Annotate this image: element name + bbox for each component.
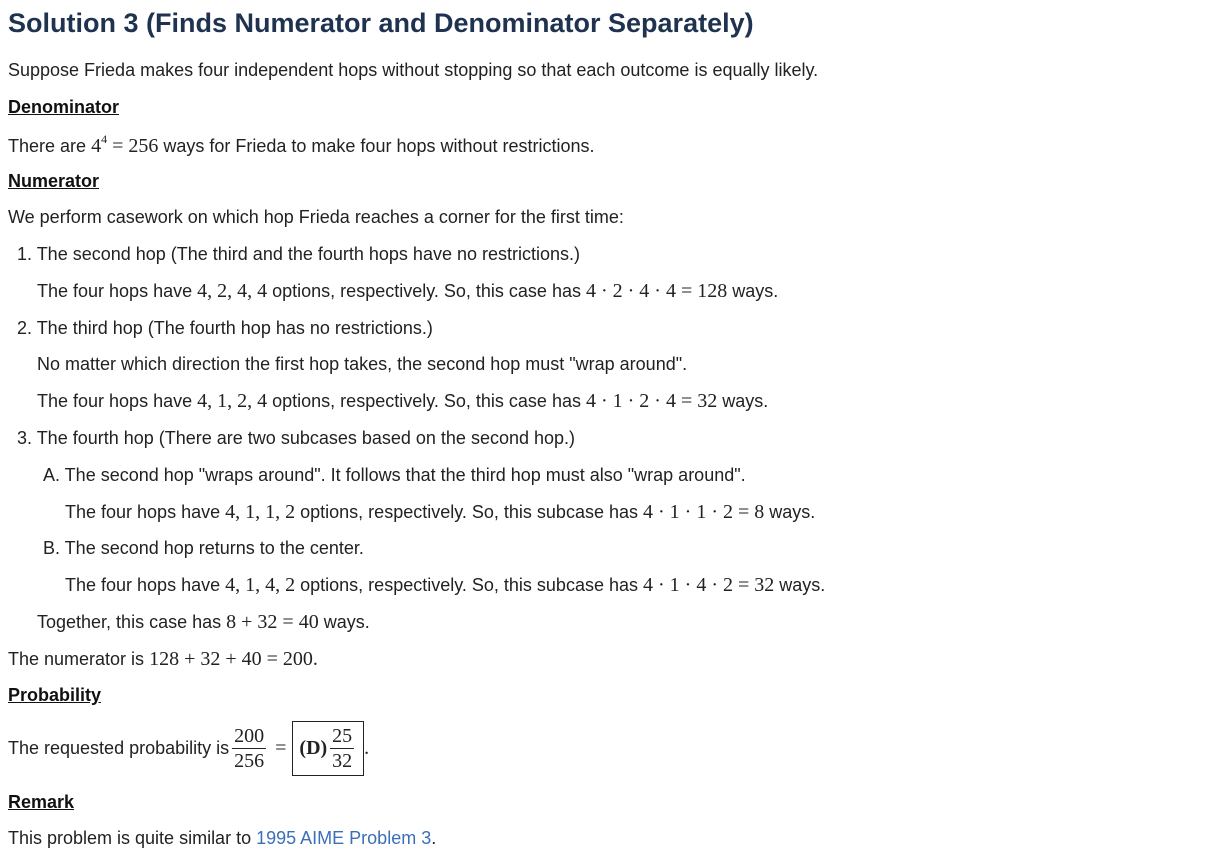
- probability-heading: Probability: [8, 685, 102, 705]
- denominator-line: [8, 132, 595, 158]
- subA-mid: options, respectively. So, this subcase has: [300, 502, 638, 522]
- case1-options: 4, 2, 4, 4: [197, 280, 268, 302]
- case1-title: 1. The second hop (The third and the fourth hops have no restrictions.): [17, 244, 581, 264]
- answer-box: [292, 721, 364, 776]
- denominator-rhs: = 256: [112, 135, 159, 157]
- page-title: Solution 3 (Finds Numerator and Denominator Separately): [8, 8, 754, 38]
- total-pre: The numerator is: [8, 649, 145, 669]
- probability-numerator: 200: [234, 725, 265, 747]
- total-expression: 128 + 32 + 40 = 200.: [149, 648, 318, 670]
- case3-together-line: [37, 611, 370, 634]
- case1-expression: 4 · 2 · 4 · 4 = 128: [585, 280, 728, 302]
- case2-note: No matter which direction the first hop takes, the second hop must "wrap around".: [37, 354, 688, 374]
- case2-post: ways.: [722, 391, 769, 411]
- subA-options: 4, 1, 1, 2: [225, 501, 296, 523]
- numerator-heading: Numerator: [8, 171, 100, 191]
- case1-line: [37, 280, 778, 303]
- subB-pre: The four hops have: [65, 575, 221, 595]
- answer-denominator: 32: [332, 750, 353, 772]
- remark-heading: Remark: [8, 792, 75, 812]
- subA-pre: The four hops have: [65, 502, 221, 522]
- probability-period: .: [364, 737, 370, 759]
- denominator-math: [91, 132, 159, 157]
- case3-subB-line: [65, 574, 825, 597]
- answer-label: (D): [299, 737, 328, 759]
- case2-pre: The four hops have: [37, 391, 193, 411]
- denominator-pre: There are: [8, 136, 87, 156]
- denominator-heading: Denominator: [8, 97, 120, 117]
- denominator-exp: 4: [101, 132, 108, 146]
- case1-pre: The four hops have: [37, 281, 193, 301]
- numerator-intro: We perform casework on which hop Frieda reaches a corner for the first time:: [8, 207, 624, 227]
- case3-subA-line: [65, 501, 815, 524]
- probability-line: [8, 721, 369, 776]
- denominator-post: ways for Frieda to make four hops without restrictions.: [163, 136, 595, 156]
- case2-line: [37, 390, 768, 413]
- case2-expression: 4 · 1 · 2 · 4 = 32: [585, 390, 718, 412]
- case1-post: ways.: [732, 281, 779, 301]
- case3-subA-title: A. The second hop "wraps around". It follows that the third hop must also "wrap around".: [43, 465, 746, 485]
- answer-fraction: [330, 724, 354, 773]
- probability-denominator: 256: [234, 750, 265, 772]
- case2-title: 2. The third hop (The fourth hop has no restrictions.): [17, 318, 433, 338]
- case3-title: 3. The fourth hop (There are two subcases based on the second hop.): [17, 428, 576, 448]
- subB-expression: 4 · 1 · 4 · 2 = 32: [643, 574, 775, 596]
- remark-post: .: [431, 828, 437, 848]
- equals-sign: =: [275, 737, 287, 759]
- intro-text: Suppose Frieda makes four independent hops without stopping so that each outcome is equally likely.: [8, 60, 819, 80]
- together-post: ways.: [323, 612, 370, 632]
- subA-expression: 4 · 1 · 1 · 2 = 8: [643, 501, 765, 523]
- probability-fraction: [232, 724, 266, 773]
- case3-subB-title: B. The second hop returns to the center.: [43, 538, 364, 558]
- together-expression: 8 + 32 = 40: [226, 611, 319, 633]
- aime-problem-link[interactable]: 1995 AIME Problem 3: [256, 828, 432, 848]
- subA-post: ways.: [769, 502, 816, 522]
- answer-numerator: 25: [332, 725, 353, 747]
- case1-mid: options, respectively. So, this case has: [272, 281, 581, 301]
- denominator-base: 4: [91, 135, 102, 157]
- remark-pre: This problem is quite similar to: [8, 828, 252, 848]
- probability-pre: The requested probability is: [8, 738, 230, 758]
- remark-line: [8, 828, 436, 849]
- case2-mid: options, respectively. So, this case has: [272, 391, 581, 411]
- subB-post: ways.: [779, 575, 826, 595]
- case2-options: 4, 1, 2, 4: [197, 390, 268, 412]
- subB-options: 4, 1, 4, 2: [225, 574, 296, 596]
- subB-mid: options, respectively. So, this subcase has: [300, 575, 638, 595]
- numerator-total-line: [8, 648, 318, 671]
- together-pre: Together, this case has: [37, 612, 222, 632]
